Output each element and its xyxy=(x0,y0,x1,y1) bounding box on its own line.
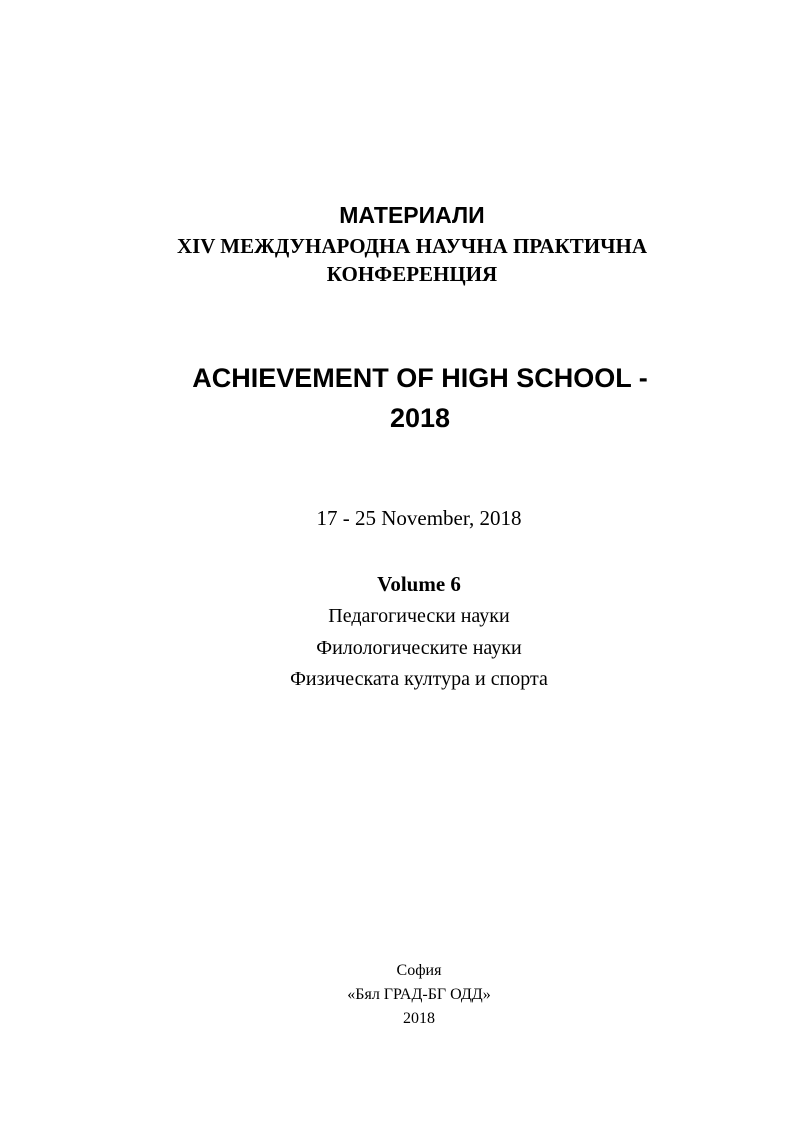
subject-item: Педагогически науки xyxy=(328,605,510,627)
subject-item: Филологическите науки xyxy=(316,637,522,659)
volume-label: Volume 6 xyxy=(377,572,461,596)
conference-dates: 17 - 25 November, 2018 xyxy=(316,506,522,530)
imprint-publisher: «Бял ГРАД-БГ ОДД» xyxy=(347,986,491,1003)
imprint-city: София xyxy=(396,962,442,979)
main-title-line2: 2018 xyxy=(389,403,451,433)
conference-title-line1: XIV МЕЖДУНАРОДНА НАУЧНА ПРАКТИЧНА xyxy=(176,234,648,258)
subject-item: Физическата култура и спорта xyxy=(290,668,548,690)
conference-title-line2: КОНФЕРЕНЦИЯ xyxy=(326,262,498,286)
main-title-line1: ACHIEVEMENT OF HIGH SCHOOL - xyxy=(192,363,648,393)
imprint-year: 2018 xyxy=(403,1010,435,1027)
materials-heading: МАТЕРИАЛИ xyxy=(339,202,485,228)
